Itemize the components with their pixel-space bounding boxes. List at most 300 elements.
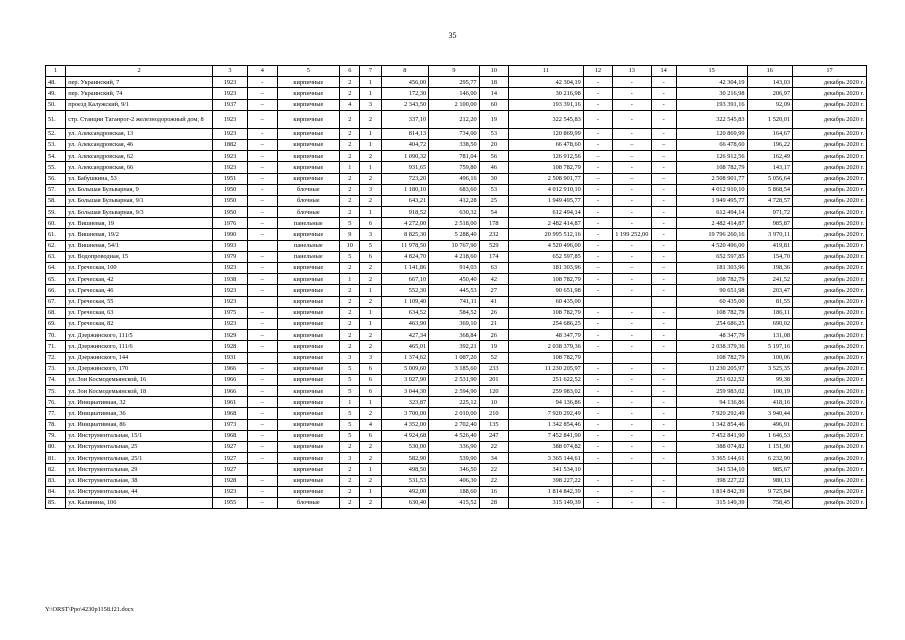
table-cell: декабрь 2020 г.	[793, 251, 867, 262]
table-row	[46, 285, 867, 296]
header-cell: 7	[360, 66, 381, 77]
table-cell: -	[613, 110, 651, 128]
table-cell: 1968	[212, 430, 247, 441]
table-cell	[248, 464, 277, 475]
table-cell: -	[583, 218, 612, 229]
table-cell: 1927	[212, 442, 247, 453]
table-cell: 2	[340, 442, 360, 453]
table-cell: 734,00	[429, 128, 480, 139]
table-cell: 2	[360, 408, 381, 419]
table-cell: –	[248, 218, 277, 229]
table-cell: -	[583, 453, 612, 464]
table-cell: 26	[479, 307, 508, 318]
table-cell: 1 342 854,46	[508, 419, 583, 430]
table-cell: -	[651, 184, 676, 195]
address-cell: ул. Вишневая, 19/2	[66, 229, 213, 240]
table-cell	[651, 464, 676, 475]
table-cell: декабрь 2020 г.	[793, 486, 867, 497]
table-cell: –	[248, 207, 277, 218]
table-row	[46, 318, 867, 329]
table-cell: декабрь 2020 г.	[793, 386, 867, 397]
table-row	[46, 263, 867, 274]
table-cell: 971,72	[747, 207, 792, 218]
table-cell: 3 027,90	[381, 374, 429, 385]
table-cell: 70.	[46, 330, 66, 341]
table-cell: 2	[360, 453, 381, 464]
table-cell: 26	[479, 330, 508, 341]
table-cell: декабрь 2020 г.	[793, 296, 867, 307]
table-cell: 20 995 512,16	[508, 229, 583, 240]
table-cell: –	[613, 139, 651, 150]
table-cell: 22	[479, 442, 508, 453]
table-cell: 241,52	[747, 274, 792, 285]
table-cell: 612 494,14	[676, 207, 747, 218]
table-cell: 392,21	[429, 341, 480, 352]
table-cell: 1923	[212, 88, 247, 99]
table-cell: –	[248, 341, 277, 352]
table-cell: 2	[360, 296, 381, 307]
table-cell: –	[248, 486, 277, 497]
table-row	[46, 386, 867, 397]
table-cell: 172,30	[381, 88, 429, 99]
table-cell: -	[583, 207, 612, 218]
table-cell: 79.	[46, 430, 66, 441]
address-cell: ул. Бабушкина, 53	[66, 173, 213, 184]
table-cell: 1950	[212, 207, 247, 218]
table-cell: 652 597,85	[676, 251, 747, 262]
table-cell: 1923	[212, 162, 247, 173]
table-cell: 251 622,52	[676, 374, 747, 385]
table-cell: кирпичные	[277, 419, 340, 430]
table-cell: 254 686,25	[508, 318, 583, 329]
table-cell: -	[651, 162, 676, 173]
table-row	[46, 341, 867, 352]
address-cell: ул. Инструментальная, 44	[66, 486, 213, 497]
table-cell: 108 782,79	[508, 162, 583, 173]
table-cell: 7 452 841,90	[676, 430, 747, 441]
header-cell: 6	[340, 66, 360, 77]
table-cell: 81.	[46, 453, 66, 464]
table-row	[46, 110, 867, 128]
table-cell: декабрь 2020 г.	[793, 88, 867, 99]
table-cell: –	[583, 151, 612, 162]
address-cell: ул. Дзержинского, 144	[66, 352, 213, 363]
table-cell: -	[651, 307, 676, 318]
table-cell: 2	[360, 475, 381, 486]
table-cell: -	[583, 139, 612, 150]
address-cell: ул. Калинина, 106	[66, 497, 213, 508]
table-cell: 56	[479, 151, 508, 162]
table-cell: 1923	[212, 128, 247, 139]
table-cell: 30 216,98	[508, 88, 583, 99]
table-cell: –	[583, 173, 612, 184]
table-cell: 212,20	[429, 110, 480, 128]
table-cell: 404,72	[381, 139, 429, 150]
table-cell: 52.	[46, 128, 66, 139]
table-cell: 53.	[46, 139, 66, 150]
table-cell: декабрь 2020 г.	[793, 330, 867, 341]
table-cell: 100,19	[747, 386, 792, 397]
table-cell: 3 970,11	[747, 229, 792, 240]
table-cell: 1 949 495,77	[508, 195, 583, 206]
header-cell: 4	[248, 66, 277, 77]
table-cell: -	[651, 475, 676, 486]
table-cell: -	[613, 397, 651, 408]
table-cell: 3	[360, 229, 381, 240]
table-cell	[651, 296, 676, 307]
table-cell: 1928	[212, 341, 247, 352]
table-cell: 1923	[212, 296, 247, 307]
table-row	[46, 307, 867, 318]
header-cell: 14	[651, 66, 676, 77]
table-cell: 18	[479, 77, 508, 88]
table-cell: 74.	[46, 374, 66, 385]
table-cell: -	[651, 99, 676, 110]
table-cell: -	[651, 386, 676, 397]
table-cell: 2	[340, 195, 360, 206]
table-cell: кирпичные	[277, 229, 340, 240]
table-cell: декабрь 2020 г.	[793, 77, 867, 88]
table-cell: 1938	[212, 274, 247, 285]
table-cell: 146,00	[429, 88, 480, 99]
table-cell: 1955	[212, 497, 247, 508]
table-cell: -	[613, 419, 651, 430]
table-cell: 6	[360, 386, 381, 397]
table-row	[46, 218, 867, 229]
table-cell: кирпичные	[277, 352, 340, 363]
table-cell: 4 352,00	[381, 419, 429, 430]
table-cell: блочные	[277, 497, 340, 508]
table-cell: декабрь 2020 г.	[793, 464, 867, 475]
table-cell: кирпичные	[277, 151, 340, 162]
table-cell: кирпичные	[277, 263, 340, 274]
table-cell: -	[248, 77, 277, 88]
header-cell: 10	[479, 66, 508, 77]
table-cell: -	[583, 419, 612, 430]
table-cell: -	[583, 184, 612, 195]
table-cell: кирпичные	[277, 430, 340, 441]
table-cell: 30	[479, 173, 508, 184]
table-cell: -	[613, 251, 651, 262]
table-cell: 92,09	[747, 99, 792, 110]
table-cell: 2	[360, 330, 381, 341]
table-cell: 16	[479, 486, 508, 497]
table-cell: декабрь 2020 г.	[793, 207, 867, 218]
table-cell: 1	[360, 307, 381, 318]
table-cell: 85.	[46, 497, 66, 508]
table-cell: 42 304,19	[676, 77, 747, 88]
table-cell: 388 074,82	[676, 442, 747, 453]
table-cell: 178	[479, 218, 508, 229]
table-cell: кирпичные	[277, 162, 340, 173]
table-cell: 62.	[46, 240, 66, 251]
table-cell: декабрь 2020 г.	[793, 453, 867, 464]
table-cell: 5	[340, 386, 360, 397]
table-cell: 652 597,85	[508, 251, 583, 262]
table-cell: 81,55	[747, 296, 792, 307]
table-cell	[248, 240, 277, 251]
table-cell: -	[651, 318, 676, 329]
table-cell: 2	[340, 475, 360, 486]
table-cell: 76.	[46, 397, 66, 408]
table-cell: -	[583, 386, 612, 397]
table-cell: 341 534,10	[508, 464, 583, 475]
table-cell: 6	[360, 374, 381, 385]
table-cell: 2 482 414,87	[508, 218, 583, 229]
address-cell: ул. Греческая, 42	[66, 274, 213, 285]
table-cell: –	[248, 110, 277, 128]
table-cell: –	[583, 263, 612, 274]
table-cell: 154,70	[747, 251, 792, 262]
address-cell: ул. Инструментальная, 25	[66, 442, 213, 453]
table-cell: 78.	[46, 419, 66, 430]
address-cell: пер. Украинский, 74	[66, 88, 213, 99]
table-cell: 143,03	[747, 77, 792, 88]
table-row	[46, 88, 867, 99]
table-cell: 22	[479, 464, 508, 475]
table-cell: 498,50	[381, 464, 429, 475]
address-cell: ул. Большая Бульварная, 9	[66, 184, 213, 195]
table-cell: 100,06	[747, 352, 792, 363]
table-cell: –	[248, 386, 277, 397]
table-cell: 322 545,83	[676, 110, 747, 128]
table-cell: кирпичные	[277, 296, 340, 307]
table-cell: 193 391,16	[508, 99, 583, 110]
table-cell: 398 227,22	[676, 475, 747, 486]
table-cell: –	[248, 363, 277, 374]
table-cell: 186,11	[747, 307, 792, 318]
table-cell: 54.	[46, 151, 66, 162]
table-cell: –	[248, 195, 277, 206]
address-cell: ул. Вишневая, 54/1	[66, 240, 213, 251]
table-cell: 2	[360, 110, 381, 128]
table-cell: декабрь 2020 г.	[793, 229, 867, 240]
table-cell: 2	[340, 330, 360, 341]
table-row	[46, 397, 867, 408]
table-row	[46, 330, 867, 341]
table-cell: панельные	[277, 240, 340, 251]
table-cell: -	[613, 274, 651, 285]
address-cell: ул. Греческая, 55	[66, 296, 213, 307]
table-cell: -	[613, 285, 651, 296]
table-cell: 369,10	[429, 318, 480, 329]
address-cell: ул. Инструментальная, 38	[66, 475, 213, 486]
table-cell: 61.	[46, 229, 66, 240]
table-cell: 368,84	[429, 330, 480, 341]
table-cell: –	[248, 173, 277, 184]
table-cell: 1 090,32	[381, 151, 429, 162]
table-cell: кирпичные	[277, 386, 340, 397]
table-cell: -	[613, 195, 651, 206]
table-cell: декабрь 2020 г.	[793, 110, 867, 128]
table-cell: 5 288,40	[429, 229, 480, 240]
table-cell: 10 767,90	[429, 240, 480, 251]
table-cell	[583, 464, 612, 475]
table-cell: -	[613, 430, 651, 441]
table-cell	[613, 464, 651, 475]
table-cell: декабрь 2020 г.	[793, 195, 867, 206]
table-cell: 108 782,79	[676, 307, 747, 318]
table-cell: -	[651, 397, 676, 408]
table-cell: 21	[479, 318, 508, 329]
table-cell: 634,52	[381, 307, 429, 318]
table-cell: -	[248, 184, 277, 195]
table-cell: 30 216,98	[676, 88, 747, 99]
table-cell: 1990	[212, 229, 247, 240]
table-cell: 1 151,90	[747, 442, 792, 453]
table-cell: 1	[360, 207, 381, 218]
table-cell: –	[613, 151, 651, 162]
table-cell: 980,13	[747, 475, 792, 486]
table-row	[46, 430, 867, 441]
table-cell: 25	[479, 195, 508, 206]
table-cell: 120 869,99	[676, 128, 747, 139]
table-cell: -	[651, 363, 676, 374]
table-cell: 19	[479, 341, 508, 352]
table-cell: 120 869,99	[508, 128, 583, 139]
table-row	[46, 195, 867, 206]
address-cell: ул. Александровская, 62	[66, 151, 213, 162]
table-cell: 1928	[212, 475, 247, 486]
table-cell: 2	[340, 139, 360, 150]
table-cell: 48 347,79	[676, 330, 747, 341]
address-cell: ул. Греческая, 46	[66, 285, 213, 296]
table-cell: 336,90	[429, 442, 480, 453]
table-cell: 1	[340, 397, 360, 408]
table-row	[46, 464, 867, 475]
table-cell: -	[651, 195, 676, 206]
table-cell: 259 983,02	[676, 386, 747, 397]
table-cell: декабрь 2020 г.	[793, 497, 867, 508]
table-cell: 53	[479, 128, 508, 139]
table-cell: -	[651, 374, 676, 385]
table-cell: 64.	[46, 263, 66, 274]
table-cell: 77.	[46, 408, 66, 419]
table-cell: 4 520 496,00	[508, 240, 583, 251]
table-cell: -	[613, 442, 651, 453]
table-row	[46, 207, 867, 218]
table-cell: 1966	[212, 386, 247, 397]
table-row	[46, 274, 867, 285]
table-cell: 3 044,30	[381, 386, 429, 397]
table-cell: 3	[360, 99, 381, 110]
table-cell: –	[651, 263, 676, 274]
table-cell: 52	[479, 352, 508, 363]
table-row	[46, 139, 867, 150]
table-cell: 2 038 379,36	[508, 341, 583, 352]
address-cell: проезд Калужский, 9/1	[66, 99, 213, 110]
table-cell: 63	[479, 263, 508, 274]
table-cell: 2	[340, 184, 360, 195]
address-cell: ул. Александровская, 46	[66, 139, 213, 150]
table-cell: кирпичные	[277, 330, 340, 341]
table-cell: 690,02	[747, 318, 792, 329]
address-cell: ул. Дзержинского, 111/5	[66, 330, 213, 341]
table-cell: 1923	[212, 486, 247, 497]
table-cell: 323,87	[381, 397, 429, 408]
table-cell: 1 180,10	[381, 184, 429, 195]
table-cell: 1 199 252,00	[613, 229, 651, 240]
table-cell	[651, 352, 676, 363]
table-cell: -	[583, 318, 612, 329]
table-cell: 63.	[46, 251, 66, 262]
table-cell: 9	[340, 229, 360, 240]
header-cell: 17	[793, 66, 867, 77]
table-cell: 415,52	[429, 497, 480, 508]
table-row	[46, 184, 867, 195]
table-cell: 2	[360, 274, 381, 285]
table-cell: 42	[479, 274, 508, 285]
table-cell: 341 534,10	[676, 464, 747, 475]
table-cell: -	[583, 330, 612, 341]
table-cell: -	[651, 218, 676, 229]
table-cell: декабрь 2020 г.	[793, 408, 867, 419]
table-cell: 2	[340, 285, 360, 296]
table-cell: 667,10	[381, 274, 429, 285]
table-cell: –	[613, 263, 651, 274]
table-cell: 3 700,00	[381, 408, 429, 419]
address-cell: ул. Инструментальная, 25/1	[66, 453, 213, 464]
table-body	[46, 66, 867, 509]
table-cell: 496,91	[747, 419, 792, 430]
table-cell: -	[613, 99, 651, 110]
table-cell: 210	[479, 408, 508, 419]
table-cell: 60 435,00	[508, 296, 583, 307]
table-cell: 643,21	[381, 195, 429, 206]
table-cell: 630,32	[429, 207, 480, 218]
table-cell: 322 545,83	[508, 110, 583, 128]
table-cell: 1 374,62	[381, 352, 429, 363]
table-cell: 162,49	[747, 151, 792, 162]
table-row	[46, 408, 867, 419]
table-cell: 315 149,39	[676, 497, 747, 508]
table-cell: 1	[360, 486, 381, 497]
table-cell: -	[583, 408, 612, 419]
table-cell: -	[613, 77, 651, 88]
table-cell: -	[583, 274, 612, 285]
table-cell: 5 056,64	[747, 173, 792, 184]
table-cell: -	[613, 240, 651, 251]
table-cell: –	[248, 318, 277, 329]
table-cell: 225,12	[429, 397, 480, 408]
table-cell: 82.	[46, 464, 66, 475]
table-cell: кирпичные	[277, 408, 340, 419]
table-cell: -	[613, 453, 651, 464]
table-row	[46, 229, 867, 240]
table-cell: –	[248, 408, 277, 419]
table-cell: -	[613, 207, 651, 218]
table-cell: 2	[360, 195, 381, 206]
table-cell: 2	[340, 151, 360, 162]
table-cell: 5 868,54	[747, 184, 792, 195]
table-cell: 7 920 292,49	[508, 408, 583, 419]
table-cell: 53	[479, 184, 508, 195]
table-cell: –	[248, 307, 277, 318]
table-row	[46, 240, 867, 251]
header-cell: 1	[46, 66, 66, 77]
table-cell: 759,80	[429, 162, 480, 173]
table-cell: декабрь 2020 г.	[793, 218, 867, 229]
table-cell: 46	[479, 162, 508, 173]
table-cell: 445,53	[429, 285, 480, 296]
table-cell: кирпичные	[277, 274, 340, 285]
table-cell: 108 782,79	[676, 274, 747, 285]
table-cell: –	[248, 285, 277, 296]
table-cell: 3 940,44	[747, 408, 792, 419]
table-cell: декабрь 2020 г.	[793, 397, 867, 408]
table-cell: 1973	[212, 419, 247, 430]
table-cell: –	[651, 139, 676, 150]
